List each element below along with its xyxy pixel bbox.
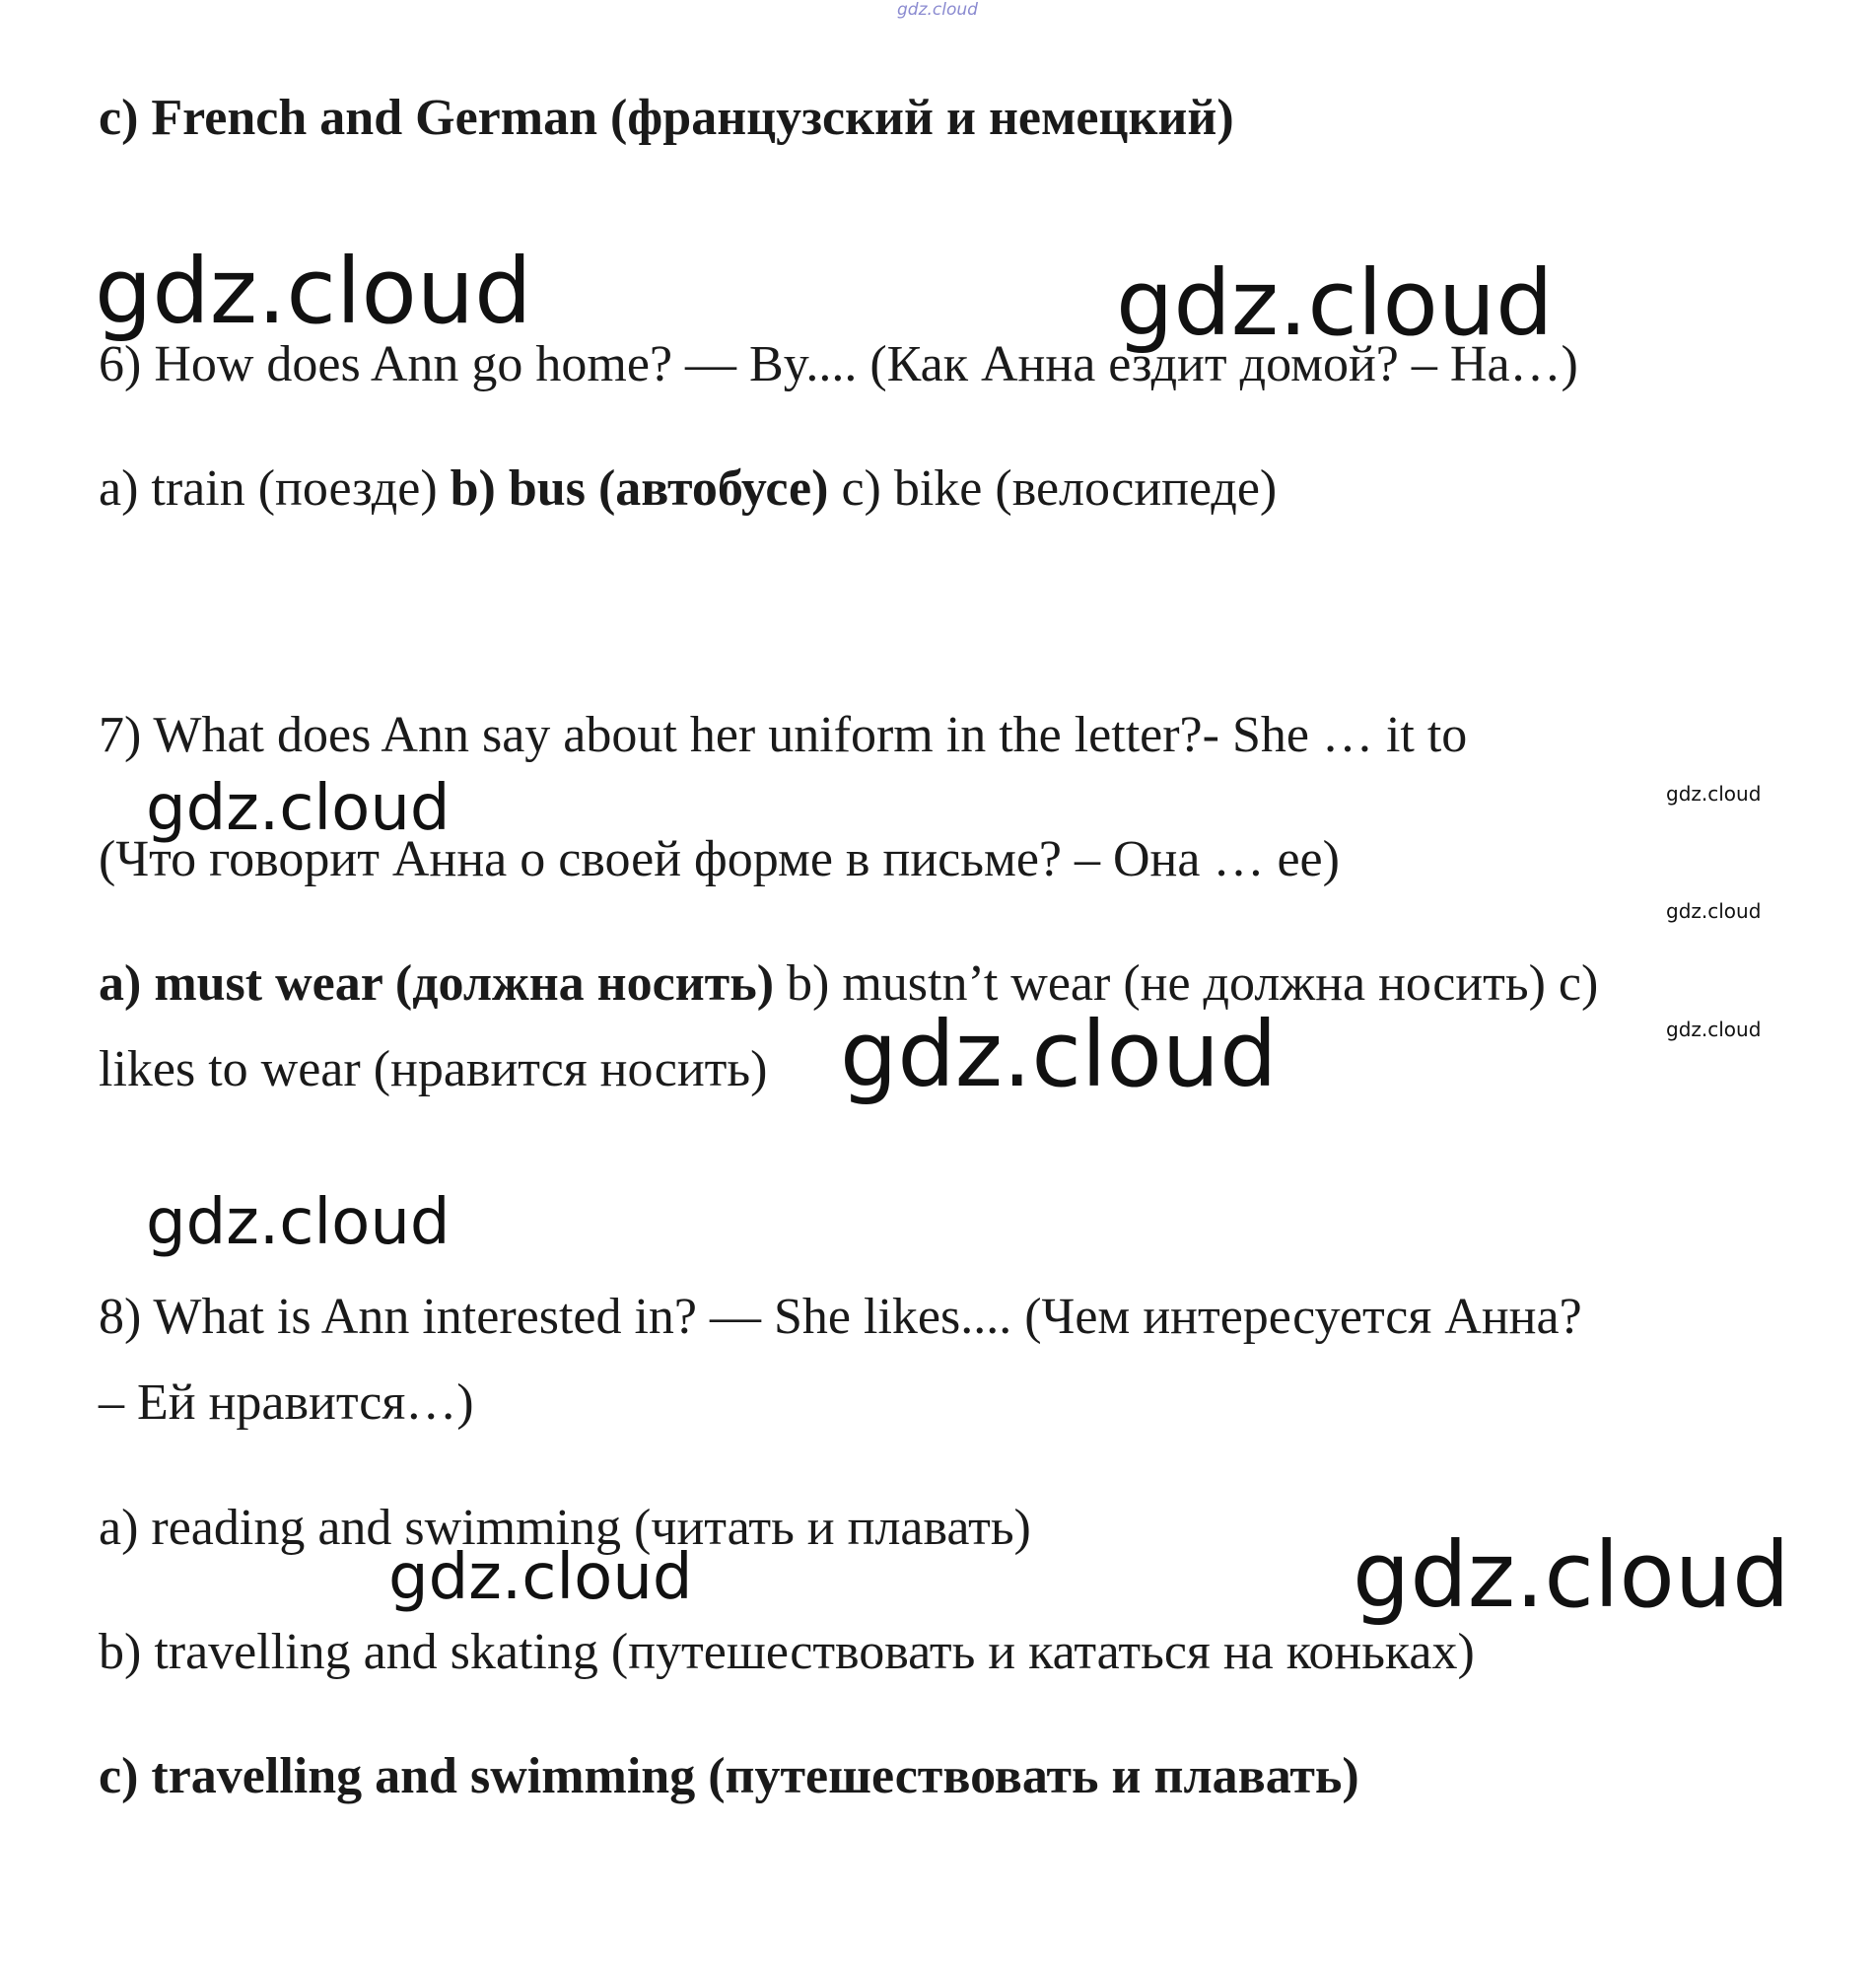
watermark: gdz.cloud: [1116, 250, 1554, 356]
q7-option-c-label: c): [1558, 955, 1599, 1012]
q8-option-c: c) travelling and swimming (путешествовать и плавать): [99, 1748, 1359, 1804]
q8-question-line1: 8) What is Ann interested in? — She likes.... (Чем интересуется Анна?: [99, 1289, 1582, 1345]
watermark-small: gdz.cloud: [1666, 899, 1762, 923]
q6-options: [99, 459, 1277, 519]
q6-option-c: c) bike (велосипеде): [841, 460, 1278, 517]
q5-option-c: c) French and German (французский и немецкий): [99, 90, 1234, 146]
q6-question: 6) How does Ann go home? — By.... (Как Анна ездит домой? – На…): [99, 336, 1578, 392]
watermark-small: gdz.cloud: [1666, 782, 1762, 806]
q7-option-c-text: likes to wear (нравится носить): [99, 1041, 768, 1097]
q8-option-b: b) travelling and skating (путешествовать и кататься на коньках): [99, 1624, 1475, 1680]
watermark: gdz.cloud: [840, 1002, 1278, 1107]
q6-option-b: b) bus (автобусе): [450, 460, 829, 517]
q7-options-line1: [99, 954, 1598, 1014]
watermark: gdz.cloud: [146, 1186, 451, 1259]
q7-option-b: b) mustn’t wear (не должна носить): [787, 955, 1546, 1012]
watermark-top: gdz.cloud: [897, 0, 978, 20]
watermark: gdz.cloud: [146, 772, 451, 845]
q8-option-a: a) reading and swimming (читать и плавать): [99, 1500, 1031, 1556]
q7-question: 7) What does Ann say about her uniform in the letter?- She … it to: [99, 707, 1468, 763]
watermark: gdz.cloud: [1353, 1522, 1790, 1628]
q7-translation: (Что говорит Анна о своей форме в письме? – Она … ее): [99, 831, 1340, 887]
q6-option-a: a) train (поезде): [99, 460, 438, 517]
watermark-small: gdz.cloud: [1666, 1018, 1762, 1041]
watermark: gdz.cloud: [95, 239, 532, 344]
watermark: gdz.cloud: [388, 1541, 693, 1614]
q7-option-a: a) must wear (должна носить): [99, 955, 775, 1012]
q8-question-line2: – Ей нравится…): [99, 1374, 474, 1431]
